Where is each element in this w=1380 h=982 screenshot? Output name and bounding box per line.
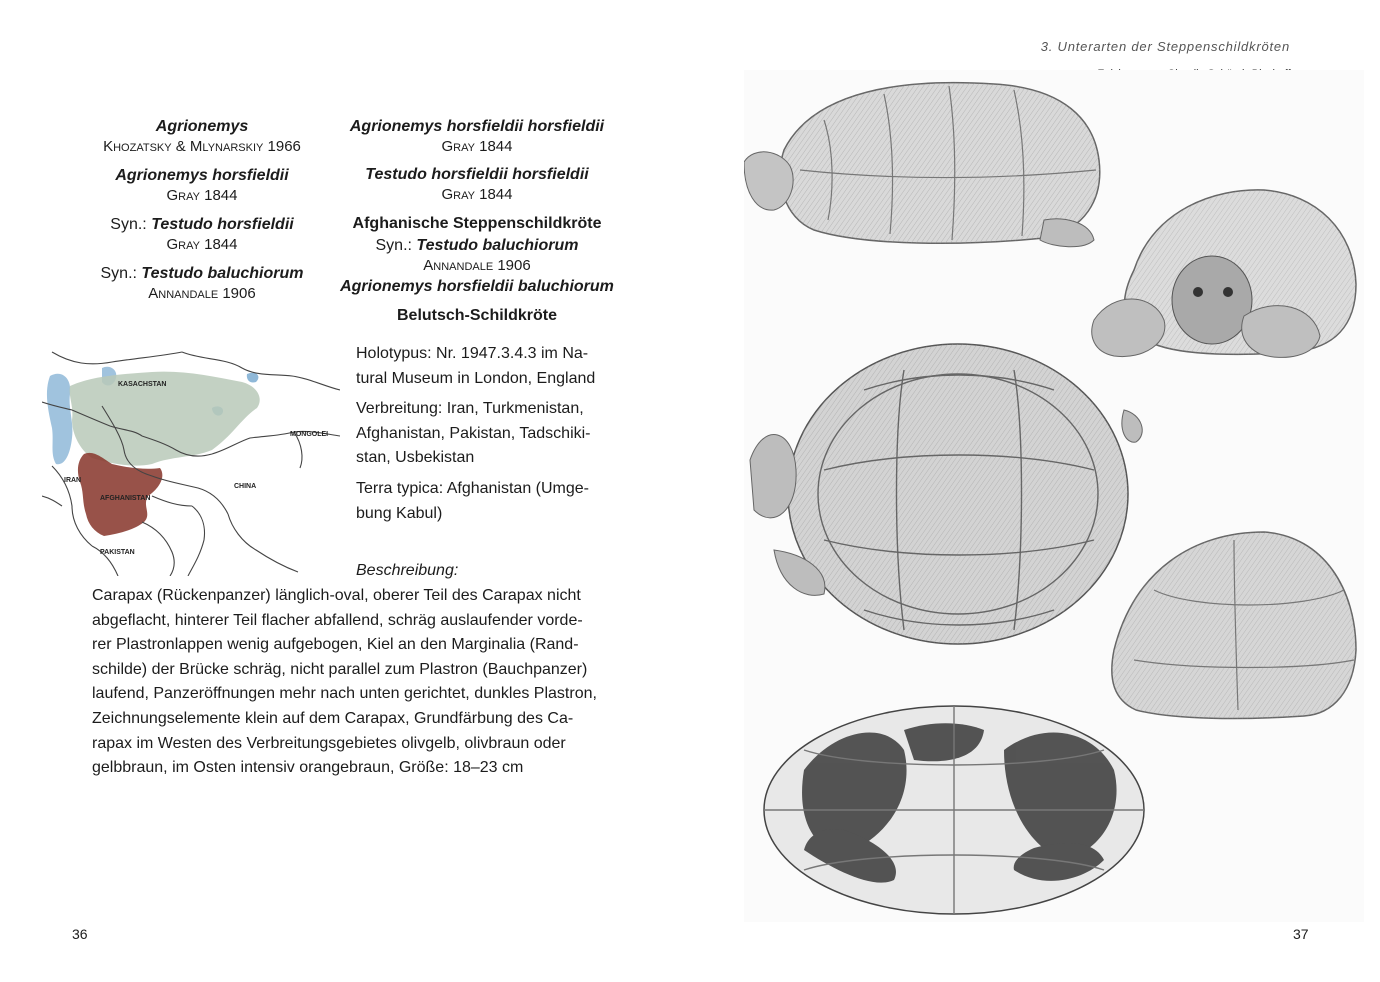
syn-prefix: Syn.: — [100, 265, 137, 282]
description-line: Zeichnungselemente klein auf dem Carapax, Grundfärbung des Ca- — [92, 709, 574, 727]
taxon-author: Gray 1844 — [166, 187, 238, 204]
description-line: abgeflacht, hinterer Teil flacher abfallend, schräg auslaufender vorde- — [92, 611, 583, 629]
info-line: Afghanistan, Pakistan, Tadschiki- — [356, 424, 591, 442]
taxon-name: Testudo baluchiorum — [416, 237, 579, 254]
taxon-author: Gray 1844 — [166, 236, 238, 253]
taxon-author: Annandale 1906 — [423, 257, 531, 274]
taxon-name: Testudo baluchiorum — [141, 265, 304, 282]
syn-prefix: Syn.: — [375, 237, 412, 254]
info-line: Verbreitung: Iran, Turkmenistan, — [356, 400, 584, 418]
illustration-panel — [744, 70, 1364, 922]
running-header: 3. Unterarten der Steppenschildkröten — [1040, 39, 1290, 54]
taxon-block-syn-testudo-horsfieldii — [92, 215, 312, 254]
map-label-mongolei: MONGOLEI — [290, 431, 329, 438]
description-line: rer Plastronlappen wenig aufgebogen, Kiel an den Marginalia (Rand- — [92, 636, 579, 654]
tortoise-drawings — [744, 70, 1364, 922]
taxon-name-subspecies: Testudo horsfieldii horsfieldii — [365, 166, 589, 183]
info-line: Terra typica: Afghanistan (Umge- — [356, 479, 589, 497]
common-name: Belutsch-Schildkröte — [396, 307, 558, 324]
taxon-name-subspecies: Agrionemys horsfieldii horsfieldii — [349, 118, 605, 135]
taxon-column-2 — [336, 117, 618, 326]
tortoise-plastron-view — [764, 706, 1144, 914]
description-heading: Beschreibung: — [356, 562, 459, 579]
page-number-right: 37 — [1293, 926, 1309, 942]
info-block — [356, 342, 606, 526]
taxon-name: Testudo horsfieldii — [151, 216, 294, 233]
map-label-afghanistan: AFGHANISTAN — [100, 495, 151, 502]
common-name: Afghanische Steppenschildkröte — [352, 215, 602, 232]
syn-prefix: Syn.: — [110, 216, 147, 233]
map-label-china: CHINA — [234, 483, 257, 490]
page-number-left: 36 — [72, 926, 88, 942]
tortoise-top-view — [750, 344, 1142, 644]
taxon-author: Gray 1844 — [441, 138, 513, 155]
taxon-name: Agrionemys horsfieldii — [115, 167, 289, 184]
info-line: Holotypus: Nr. 1947.3.4.3 im Na- — [356, 345, 589, 362]
description-line: laufend, Panzeröffnungen mehr nach unten gerichtet, dunkles Plastron, — [92, 685, 597, 703]
taxon-author: Khozatsky & Mlynarskiy 1966 — [103, 138, 301, 155]
map-label-iran: IRAN — [64, 477, 82, 484]
taxon-author: Annandale 1906 — [148, 285, 256, 302]
description-line: rapax im Westen des Verbreitungsgebietes olivgelb, olivbraun oder — [92, 734, 566, 752]
tortoise-front-view — [1092, 190, 1356, 358]
taxon-author: Gray 1844 — [441, 186, 513, 203]
tortoise-rear-view — [1112, 532, 1356, 718]
description-line: gelbbraun, im Osten intensiv orangebraun, Größe: 18–23 cm — [92, 759, 524, 777]
taxon-name-subspecies: Agrionemys horsfieldii baluchiorum — [340, 278, 614, 295]
description-line: schilde) der Brücke schräg, nicht parallel zum Plastron (Bauchpanzer) — [92, 660, 588, 678]
distribution-map-graphic — [42, 346, 340, 576]
description-body — [92, 584, 612, 781]
tortoise-side-view — [744, 83, 1100, 247]
taxon-block-agrionemys — [92, 117, 312, 156]
distribution-map — [42, 346, 340, 576]
description-line: Carapax (Rückenpanzer) länglich-oval, oberer Teil des Carapax nicht — [92, 587, 581, 604]
info-line: tural Museum in London, England — [356, 369, 596, 387]
map-label-kasachstan: KASACHSTAN — [118, 381, 167, 388]
taxon-block-horsfieldii — [92, 166, 312, 205]
taxon-block-syn-testudo-baluchiorum — [92, 264, 312, 303]
map-label-pakistan: PAKISTAN — [100, 549, 135, 556]
info-line: stan, Usbekistan — [356, 449, 475, 467]
info-line: bung Kabul) — [356, 504, 443, 522]
taxon-name: Agrionemys — [155, 118, 249, 135]
